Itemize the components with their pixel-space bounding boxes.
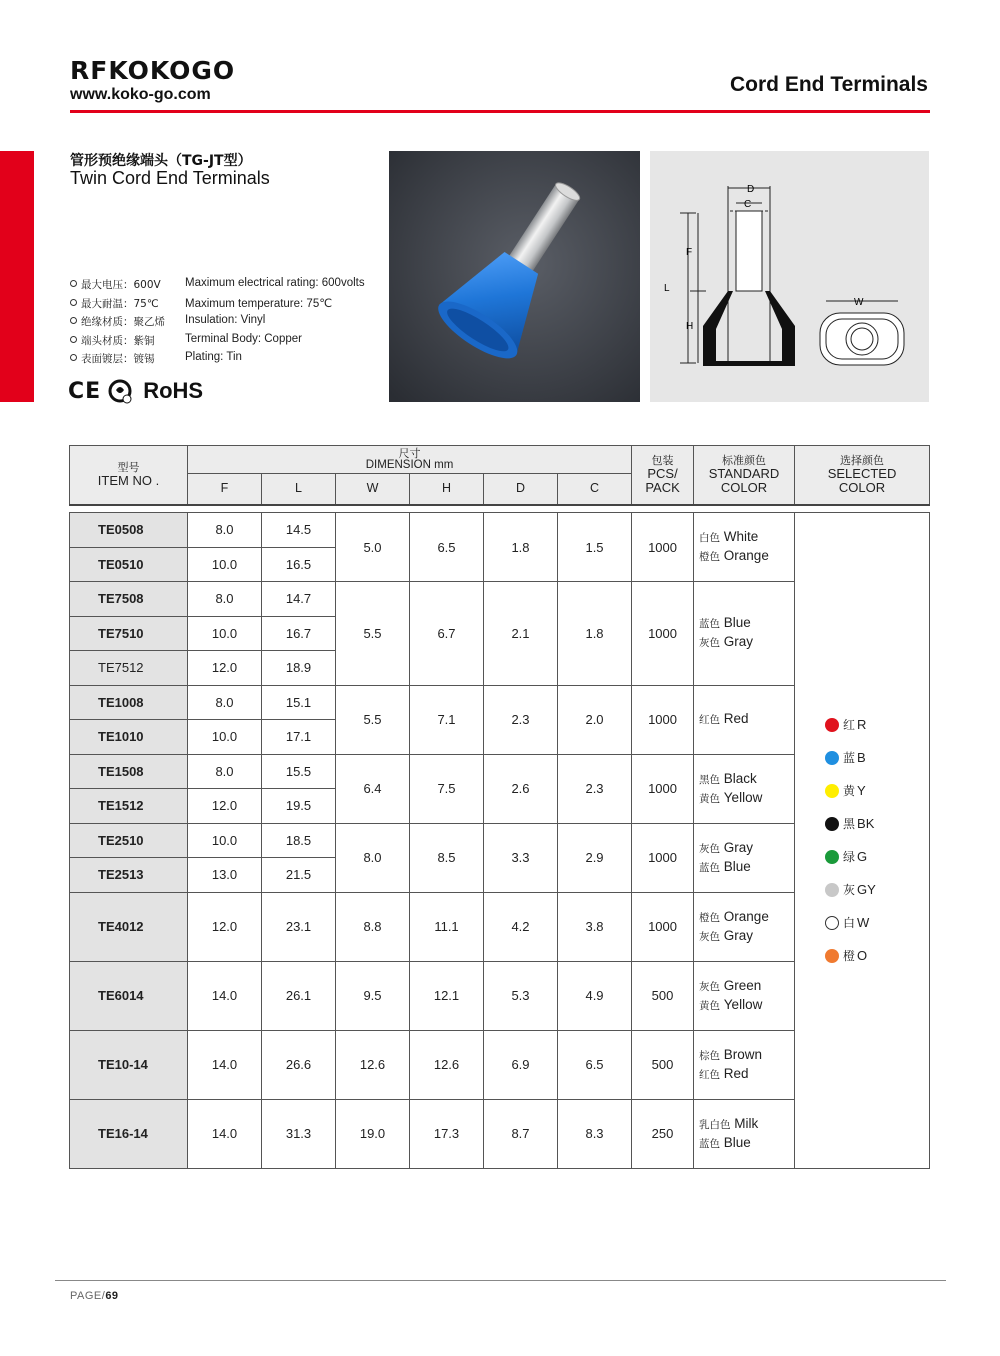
color-name-en: Brown (723, 1046, 763, 1062)
l-cell: 18.5 (262, 823, 336, 858)
product-title-cn: 管形预绝缘端头（TG-JT型） (70, 153, 252, 169)
standard-color-item (699, 908, 794, 927)
f-cell: 14.0 (188, 961, 262, 1030)
c-cell: 1.5 (558, 513, 632, 582)
color-name-en: Milk (734, 1115, 759, 1131)
header-en: COLOR (720, 479, 768, 495)
pack-cell: 1000 (632, 754, 694, 823)
f-cell: 8.0 (188, 754, 262, 789)
header-en: STANDARD (708, 465, 780, 481)
w-cell: 8.8 (336, 892, 410, 961)
color-swatch-icon (825, 718, 839, 732)
spec-en: Insulation: Vinyl (185, 314, 266, 326)
color-name-cn: 黑色 (699, 773, 721, 786)
color-name-cn: 乳白色 (699, 1118, 731, 1131)
drawing-label-h: H (686, 321, 694, 332)
color-code: Y (857, 783, 866, 799)
l-cell: 15.5 (262, 754, 336, 789)
standard-color-item (699, 1134, 794, 1153)
color-name-cn: 棕色 (699, 1049, 721, 1062)
drawing-label-f: F (686, 247, 693, 258)
d-cell: 1.8 (484, 513, 558, 582)
standard-color-item (699, 1046, 794, 1065)
color-name-en: Orange (723, 908, 769, 924)
f-cell: 8.0 (188, 513, 262, 548)
color-swatch-icon (825, 751, 839, 765)
header-en: SELECTED (827, 465, 897, 481)
spec-cn: 最大电压：600V (81, 279, 161, 291)
color-swatch-icon (825, 916, 839, 930)
f-cell: 13.0 (188, 858, 262, 893)
pack-cell: 500 (632, 961, 694, 1030)
bullet-icon (70, 354, 77, 361)
color-name-en: White (723, 529, 759, 544)
pack-cell: 1000 (632, 892, 694, 961)
selected-color-item (825, 906, 929, 939)
color-swatch-icon (825, 949, 839, 963)
item-no-cell: TE0510 (70, 547, 188, 582)
standard-color-cell (694, 582, 795, 686)
color-code: W (857, 915, 870, 931)
color-name-en: Gray (723, 839, 754, 855)
d-cell: 8.7 (484, 1099, 558, 1168)
standard-color-item (699, 977, 794, 996)
certification-marks (68, 376, 203, 406)
d-cell: 3.3 (484, 823, 558, 892)
h-cell: 7.1 (410, 685, 484, 754)
column-header-h: H (410, 474, 484, 505)
l-cell: 14.5 (262, 513, 336, 548)
sgs-mark-icon (107, 378, 133, 404)
h-cell: 17.3 (410, 1099, 484, 1168)
standard-color-item (699, 996, 794, 1015)
standard-color-item (699, 858, 794, 877)
item-no-cell: TE6014 (70, 961, 188, 1030)
color-name-cn: 灰色 (699, 637, 721, 650)
header-cn: 尺寸 (398, 446, 421, 460)
dimension-header (188, 446, 632, 474)
color-code: B (857, 750, 866, 766)
c-cell: 3.8 (558, 892, 632, 961)
red-side-bar (0, 151, 34, 402)
color-swatch-icon (825, 883, 839, 897)
color-code: O (857, 948, 868, 964)
w-cell: 5.5 (336, 582, 410, 686)
pack-cell: 1000 (632, 513, 694, 582)
bullet-icon (70, 299, 77, 306)
color-name-en: Yellow (723, 996, 763, 1012)
d-cell: 5.3 (484, 961, 558, 1030)
color-name-en: Blue (723, 858, 751, 874)
d-cell: 2.1 (484, 582, 558, 686)
c-cell: 2.0 (558, 685, 632, 754)
c-cell: 8.3 (558, 1099, 632, 1168)
column-header-f: F (188, 474, 262, 505)
color-name-cn: 灰 (843, 883, 856, 898)
pack-cell: 500 (632, 1030, 694, 1099)
f-cell: 10.0 (188, 823, 262, 858)
color-name-en: Green (723, 977, 762, 993)
f-cell: 12.0 (188, 651, 262, 686)
l-cell: 18.9 (262, 651, 336, 686)
spec-en: Maximum electrical rating: 600volts (185, 277, 365, 289)
item-no-cell: TE2513 (70, 858, 188, 893)
h-cell: 12.1 (410, 961, 484, 1030)
standard-color-cell (694, 1030, 795, 1099)
column-header-c: C (558, 474, 632, 505)
h-cell: 8.5 (410, 823, 484, 892)
color-name-cn: 黄 (843, 784, 856, 799)
d-cell: 2.6 (484, 754, 558, 823)
selected-color-item (825, 939, 929, 972)
f-cell: 10.0 (188, 720, 262, 755)
color-swatch-icon (825, 850, 839, 864)
color-name-cn: 灰色 (699, 980, 721, 993)
d-cell: 6.9 (484, 1030, 558, 1099)
color-name-cn: 白色 (699, 532, 721, 544)
drawing-label-w: W (854, 297, 864, 308)
color-swatch-icon (825, 817, 839, 831)
color-name-en: Black (723, 770, 757, 786)
standard-color-item (699, 927, 794, 946)
c-cell: 2.3 (558, 754, 632, 823)
w-cell: 5.0 (336, 513, 410, 582)
l-cell: 16.5 (262, 547, 336, 582)
color-name-en: Red (723, 1065, 749, 1081)
spec-cn: 绝缘材质：聚乙烯 (81, 316, 165, 328)
l-cell: 15.1 (262, 685, 336, 720)
color-name-cn: 灰色 (699, 930, 721, 943)
c-cell: 4.9 (558, 961, 632, 1030)
page-value: 69 (105, 1290, 119, 1302)
w-cell: 12.6 (336, 1030, 410, 1099)
standard-color-item (699, 1115, 794, 1134)
product-title-en: Twin Cord End Terminals (70, 168, 270, 188)
header-cn: 包装 (651, 454, 674, 468)
drawing-label-c: C (744, 199, 752, 210)
item-no-cell: TE4012 (70, 892, 188, 961)
footer-divider (55, 1280, 946, 1281)
color-name-cn: 绿 (843, 850, 856, 865)
column-header-w: W (336, 474, 410, 505)
color-swatch-icon (825, 784, 839, 798)
l-cell: 14.7 (262, 582, 336, 617)
color-code: R (857, 717, 867, 733)
item-no-cell: TE7512 (70, 651, 188, 686)
page-number (70, 1290, 119, 1302)
color-code: GY (857, 882, 876, 898)
c-cell: 6.5 (558, 1030, 632, 1099)
header-en: DIMENSION mm (365, 459, 454, 472)
item-no-cell: TE7508 (70, 582, 188, 617)
spec-cn: 最大耐温：75℃ (81, 297, 159, 310)
color-name-cn: 蓝 (843, 751, 856, 766)
color-name-en: Gray (723, 927, 754, 943)
drawing-label-d: D (747, 184, 755, 195)
item-no-cell: TE2510 (70, 823, 188, 858)
d-cell: 2.3 (484, 685, 558, 754)
l-cell: 16.7 (262, 616, 336, 651)
page-title: Cord End Terminals (730, 73, 928, 96)
header-en: COLOR (838, 479, 886, 495)
item-no-cell: TE0508 (70, 513, 188, 548)
f-cell: 8.0 (188, 685, 262, 720)
product-photo (389, 151, 640, 402)
header-en: PCS/ (647, 465, 678, 481)
header-cn: 标准颜色 (722, 454, 767, 468)
selected-color-item (825, 840, 929, 873)
technical-drawing (650, 151, 929, 402)
color-code: G (857, 849, 868, 865)
standard-color-cell (694, 685, 795, 754)
f-cell: 14.0 (188, 1099, 262, 1168)
selected-color-item (825, 741, 929, 774)
standard-color-item (699, 789, 794, 808)
color-name-cn: 黄色 (699, 792, 721, 805)
bullet-icon (70, 317, 77, 324)
h-cell: 12.6 (410, 1030, 484, 1099)
selected-color-legend (825, 708, 929, 972)
color-name-cn: 橙 (843, 949, 856, 964)
column-header-d: D (484, 474, 558, 505)
h-cell: 7.5 (410, 754, 484, 823)
item-no-cell: TE16-14 (70, 1099, 188, 1168)
pack-cell: 1000 (632, 582, 694, 686)
color-name-cn: 红 (843, 718, 856, 733)
standard-color-header (694, 446, 795, 505)
ce-mark: CE (68, 378, 102, 404)
item-no-cell: TE1508 (70, 754, 188, 789)
color-name-cn: 橙色 (699, 911, 721, 924)
standard-color-item (699, 710, 794, 729)
selected-color-item (825, 708, 929, 741)
color-name-en: Red (723, 711, 749, 726)
l-cell: 23.1 (262, 892, 336, 961)
standard-color-cell (694, 892, 795, 961)
w-cell: 5.5 (336, 685, 410, 754)
color-name-cn: 白 (843, 916, 856, 931)
w-cell: 6.4 (336, 754, 410, 823)
item-no-cell: TE10-14 (70, 1030, 188, 1099)
color-name-cn: 灰色 (699, 842, 721, 855)
spec-cn: 端头材质：紫铜 (81, 334, 155, 347)
spec-en: Plating: Tin (185, 351, 242, 363)
item-no-cell: TE1512 (70, 789, 188, 824)
color-name-cn: 黑 (843, 817, 856, 832)
h-cell: 6.7 (410, 582, 484, 686)
header-cn: 型号 (117, 461, 140, 475)
header-divider (70, 110, 930, 113)
item-no-cell: TE1010 (70, 720, 188, 755)
item-no-cell: TE7510 (70, 616, 188, 651)
standard-color-item (699, 770, 794, 789)
standard-color-item (699, 614, 794, 633)
pack-header (632, 446, 694, 505)
standard-color-cell (694, 823, 795, 892)
f-cell: 14.0 (188, 1030, 262, 1099)
table-row (70, 513, 930, 548)
selected-color-item (825, 807, 929, 840)
brand-logo: RFKOKOGO (70, 56, 236, 85)
bullet-icon (70, 336, 77, 343)
rohs-mark: RoHS (143, 378, 204, 403)
standard-color-cell (694, 513, 795, 582)
selected-color-item (825, 873, 929, 906)
c-cell: 1.8 (558, 582, 632, 686)
w-cell: 8.0 (336, 823, 410, 892)
bullet-icon (70, 280, 77, 287)
standard-color-cell (694, 961, 795, 1030)
standard-color-cell (694, 1099, 795, 1168)
f-cell: 8.0 (188, 582, 262, 617)
standard-color-item (699, 1065, 794, 1084)
f-cell: 12.0 (188, 892, 262, 961)
brand-url[interactable]: www.koko-go.com (70, 86, 211, 103)
color-name-en: Orange (723, 548, 769, 563)
color-name-en: Gray (723, 634, 754, 650)
color-name-cn: 蓝色 (699, 1137, 721, 1150)
drawing-label-l: L (664, 283, 670, 294)
h-cell: 6.5 (410, 513, 484, 582)
w-cell: 19.0 (336, 1099, 410, 1168)
spec-en: Maximum temperature: 75℃ (185, 297, 333, 310)
f-cell: 10.0 (188, 616, 262, 651)
spec-cn: 表面镀层：镀锡 (81, 353, 155, 365)
d-cell: 4.2 (484, 892, 558, 961)
color-code: BK (857, 816, 875, 832)
selected-color-item (825, 774, 929, 807)
color-name-cn: 蓝色 (699, 618, 721, 631)
spec-table (69, 445, 929, 1169)
color-name-cn: 橙色 (699, 551, 721, 563)
f-cell: 12.0 (188, 789, 262, 824)
color-name-cn: 红色 (699, 1068, 721, 1081)
standard-color-item (699, 633, 794, 652)
item-no-header (70, 446, 188, 505)
pack-cell: 1000 (632, 685, 694, 754)
standard-color-item (699, 839, 794, 858)
selected-color-header (795, 446, 930, 505)
f-cell: 10.0 (188, 547, 262, 582)
page-prefix: PAGE/ (70, 1290, 106, 1302)
color-name-cn: 蓝色 (699, 861, 721, 874)
header-en: PACK (645, 479, 680, 495)
item-no-cell: TE1008 (70, 685, 188, 720)
l-cell: 21.5 (262, 858, 336, 893)
selected-color-cell (795, 513, 930, 1169)
standard-color-item (699, 528, 794, 547)
color-name-en: Blue (723, 1134, 751, 1150)
l-cell: 26.6 (262, 1030, 336, 1099)
w-cell: 9.5 (336, 961, 410, 1030)
header-en: ITEM NO . (97, 472, 160, 488)
color-name-en: Blue (723, 615, 751, 631)
l-cell: 31.3 (262, 1099, 336, 1168)
l-cell: 26.1 (262, 961, 336, 1030)
c-cell: 2.9 (558, 823, 632, 892)
color-name-cn: 黄色 (699, 999, 721, 1012)
standard-color-item (699, 547, 794, 566)
spec-en: Terminal Body: Copper (185, 332, 302, 345)
header-cn: 选择颜色 (840, 454, 885, 468)
color-name-cn: 红色 (699, 714, 721, 726)
standard-color-cell (694, 754, 795, 823)
h-cell: 11.1 (410, 892, 484, 961)
column-header-l: L (262, 474, 336, 505)
pack-cell: 1000 (632, 823, 694, 892)
l-cell: 19.5 (262, 789, 336, 824)
l-cell: 17.1 (262, 720, 336, 755)
color-name-en: Yellow (723, 789, 763, 805)
pack-cell: 250 (632, 1099, 694, 1168)
